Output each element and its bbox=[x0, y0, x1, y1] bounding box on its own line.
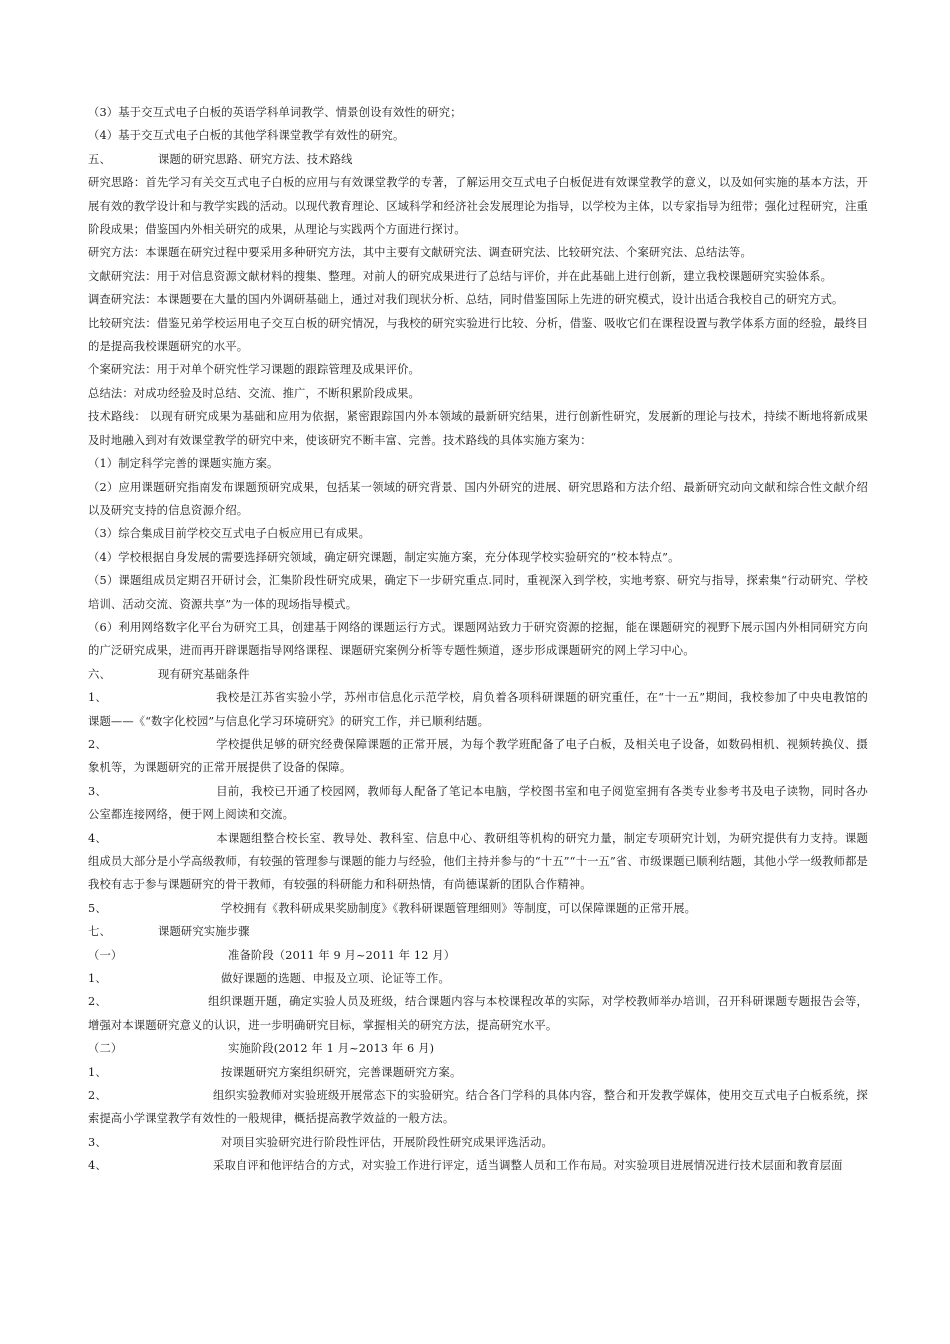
paragraph-summary-method: 总结法：对成功经验及时总结、交流、推广，不断积累阶段成果。 bbox=[88, 386, 420, 400]
stage-item-text: 组织实验教师对实验班级开展常态下的实验研究。结合各门学科的具体内容，整合和开发教学媒体，使用交互式电子白板系统，探索提高小学课堂教学有效性的一般规律，概括提高教学效益的一般方法。 bbox=[88, 1089, 868, 1126]
paragraph-technical-route: 技术路线： 以现有研究成果为基础和应用为依据，紧密跟踪国内外本领域的最新研究结果，进行创新性研究，发展新的理论与技术，持续不断地将新成果及时地融入到对有效课堂教学的研究中来，使该研究不断丰富、完善。技术路线的具体实施方案为： bbox=[88, 410, 868, 447]
stage-item-text: 组织课题开题，确定实验人员及班级，结合课题内容与本校课程改革的实际，对学校教师举办培训，召开科研课题专题报告会等，增强对本课题研究意义的认识，进一步明确研究目标，掌握相关的研究方法，提高研究水平。 bbox=[88, 995, 868, 1032]
stage-2-item-1 bbox=[88, 1061, 868, 1084]
section-7-number: 七、 bbox=[88, 925, 111, 939]
condition-number: 5、 bbox=[88, 901, 107, 915]
section-6-number: 六、 bbox=[88, 667, 111, 681]
stage-item-number: 1、 bbox=[88, 972, 107, 986]
paragraph-survey-method: 调查研究法：本课题要在大量的国内外调研基础上，通过对我们现状分析、总结，同时借鉴国际上先进的研究模式，设计出适合我校自己的研究方式。 bbox=[88, 293, 844, 307]
research-item-3: （3）基于交互式电子白板的英语学科单词教学、情景创设有效性的研究； bbox=[88, 106, 462, 119]
stage-item-number: 4、 bbox=[88, 1159, 107, 1173]
stage-item-number: 2、 bbox=[88, 1089, 107, 1103]
stage-item-text: 采取自评和他评结合的方式，对实验工作进行评定，适当调整人员和工作布局。对实验项目进展情况进行技术层面和教育层面 bbox=[213, 1159, 843, 1173]
stage-2-item-2 bbox=[88, 1084, 868, 1131]
condition-number: 3、 bbox=[88, 784, 107, 798]
stage-item-number: 3、 bbox=[88, 1135, 107, 1149]
paragraph-literature-method: 文献研究法：用于对信息资源文献材料的搜集、整理。对前人的研究成果进行了总结与评价，并在此基础上进行创新，建立我校课题研究实验体系。 bbox=[88, 269, 833, 283]
paragraph-comparison-method: 比较研究法：借鉴兄弟学校运用电子交互白板的研究情况，与我校的研究实验进行比较、分析，借鉴、吸收它们在课程设置与教学体系方面的经验，最终目的是提高我校课题研究的水平。 bbox=[88, 316, 868, 354]
route-step-2: （2）应用课题研究指南发布课题预研究成果，包括某一领域的研究背景、国内外研究的进展、研究思路和方法介绍、最新研究动向文献和综合性文献介绍以及研究支持的信息资源介绍。 bbox=[88, 480, 868, 517]
stage-2-title: 实施阶段(2012 年 1 月~2013 年 6 月) bbox=[228, 1042, 435, 1056]
section-7-title: 课题研究实施步骤 bbox=[158, 925, 250, 939]
route-step-3: （3）综合集成目前学校交互式电子白板应用已有成果。 bbox=[88, 527, 371, 541]
stage-item-number: 2、 bbox=[88, 995, 107, 1009]
stage-2-item-3 bbox=[88, 1131, 868, 1154]
route-step-4: （4）学校根据自身发展的需要选择研究领域，确定研究课题，制定实施方案，充分体现学校实验研究的“校本特点”。 bbox=[88, 550, 680, 564]
route-step-1: （1）制定科学完善的课题实施方案。 bbox=[88, 457, 279, 471]
condition-item-1 bbox=[88, 686, 868, 733]
document-page bbox=[88, 101, 868, 1178]
section-6-heading bbox=[88, 663, 868, 686]
condition-number: 1、 bbox=[88, 691, 107, 705]
stage-1-item-1 bbox=[88, 967, 868, 990]
condition-number: 2、 bbox=[88, 737, 107, 751]
route-step-5: （5）课题组成员定期召开研讨会，汇集阶段性研究成果，确定下一步研究重点.同时，重视深入到学校，实地考察、研究与指导，探索集“行动研究、学校培训、活动交流、资源共享”为一体的现场指导模式。 bbox=[88, 574, 868, 611]
condition-item-3 bbox=[88, 780, 868, 827]
route-step-6: （6）利用网络数字化平台为研究工具，创建基于网络的课题运行方式。课题网站致力于研究资源的挖掘，能在课题研究的视野下展示国内外相同研究方向的广泛研究成果，进而再开辟课题指导网络课程、课题研究案例分析等专题性频道，逐步形成课题研究的网上学习中心。 bbox=[88, 620, 868, 658]
section-5-title: 课题的研究思路、研究方法、技术路线 bbox=[158, 152, 353, 166]
stage-item-text: 对项目实验研究进行阶段性评估，开展阶段性研究成果评选活动。 bbox=[221, 1135, 553, 1149]
paragraph-research-methods: 研究方法：本课题在研究过程中要采用多种研究方法，其中主要有文献研究法、调查研究法、比较研究法、个案研究法、总结法等。 bbox=[88, 246, 752, 260]
condition-text: 学校拥有《教科研成果奖励制度》《教科研课题管理细则》等制度，可以保障课题的正常开展。 bbox=[221, 901, 697, 915]
stage-2-item-4 bbox=[88, 1154, 868, 1177]
condition-number: 4、 bbox=[88, 831, 107, 845]
stage-item-number: 1、 bbox=[88, 1065, 107, 1079]
condition-item-5 bbox=[88, 897, 868, 920]
condition-text: 我校是江苏省实验小学，苏州市信息化示范学校，肩负着各项科研课题的研究重任，在“十一五”期间，我校参加了中央电教馆的课题——《“数字化校园”与信息化学习环境研究》的研究工作，并已顺利结题。 bbox=[88, 691, 868, 728]
stage-1-item-2 bbox=[88, 990, 868, 1037]
section-5-heading bbox=[88, 148, 868, 171]
research-item-4: （4）基于交互式电子白板的其他学科课堂教学有效性的研究。 bbox=[88, 129, 405, 143]
stage-2-number: （二） bbox=[88, 1042, 123, 1056]
condition-text: 本课题组整合校长室、教导处、教科室、信息中心、教研组等机构的研究力量，制定专项研究计划，为研究提供有力支持。课题组成员大部分是小学高级教师，有较强的管理参与课题的能力与经验，他们主持并参与的“十五”“十一五”省、市级课题已顺利结题，其他小学一级教师都是我校有志于参与课题研究的骨干教师，有较强的科研能力和科研热情，有尚德谋新的团队合作精神。 bbox=[88, 831, 868, 892]
stage-item-text: 做好课题的选题、申报及立项、论证等工作。 bbox=[221, 972, 450, 986]
condition-item-4 bbox=[88, 827, 868, 897]
stage-item-text: 按课题研究方案组织研究，完善课题研究方案。 bbox=[221, 1065, 462, 1079]
stage-1-heading bbox=[88, 944, 868, 967]
paragraph-research-approach: 研究思路：首先学习有关交互式电子白板的应用与有效课堂教学的专著，了解运用交互式电子白板促进有效课堂教学的意义，以及如何实施的基本方法，开展有效的教学设计和与教学实践的活动。以现代教育理论、区域科学和经济社会发展理论为指导，以学校为主体，以专家指导为纽带；强化过程研究，注重阶段成果；借鉴国内外相关研究的成果，从理论与实践两个方面进行探讨。 bbox=[88, 176, 868, 237]
section-7-heading bbox=[88, 920, 868, 943]
condition-text: 学校提供足够的研究经费保障课题的正常开展，为每个教学班配备了电子白板，及相关电子设备，如数码相机、视频转换仪、摄象机等，为课题研究的正常开展提供了设备的保障。 bbox=[88, 737, 868, 775]
stage-1-title: 准备阶段（2011 年 9 月~2011 年 12 月） bbox=[228, 948, 456, 962]
paragraph-case-method: 个案研究法：用于对单个研究性学习课题的跟踪管理及成果评价。 bbox=[88, 363, 420, 377]
condition-text: 目前，我校已开通了校园网，教师每人配备了笔记本电脑，学校图书室和电子阅览室拥有各类专业参考书及电子读物，同时各办公室都连接网络，便于网上阅读和交流。 bbox=[88, 784, 868, 822]
condition-item-2 bbox=[88, 733, 868, 780]
section-6-title: 现有研究基础条件 bbox=[158, 667, 250, 681]
stage-1-number: （一） bbox=[88, 948, 123, 962]
stage-2-heading bbox=[88, 1037, 868, 1060]
section-5-number: 五、 bbox=[88, 152, 111, 166]
